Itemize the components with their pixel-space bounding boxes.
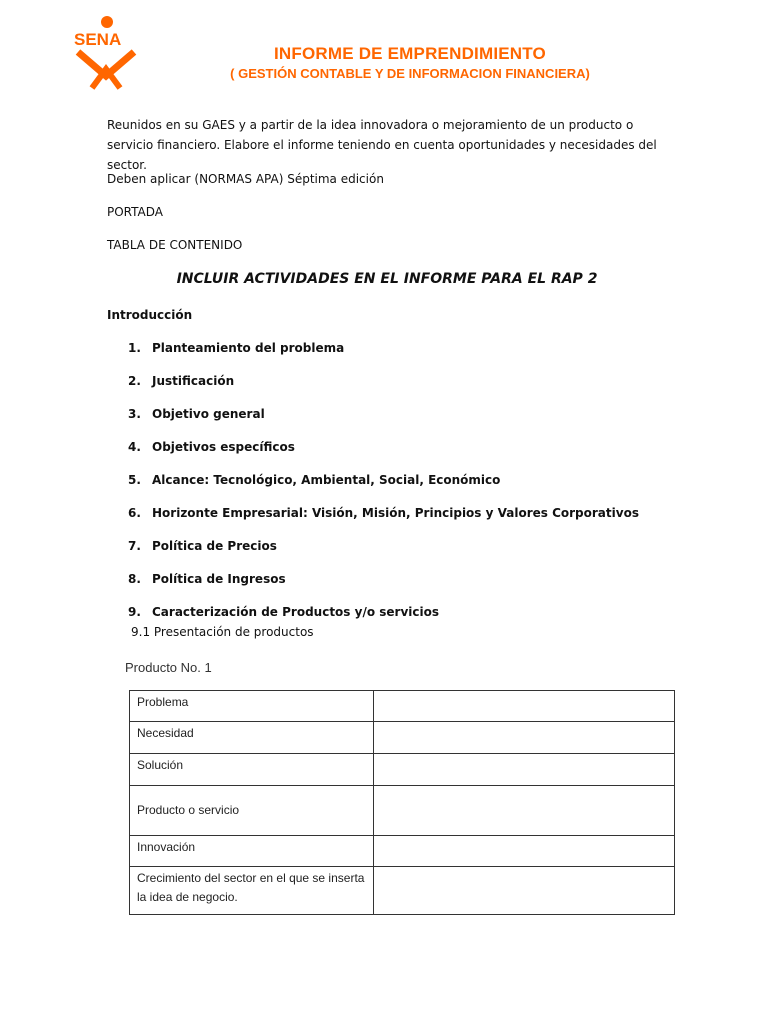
list-item-number: 4.	[128, 440, 141, 454]
table-row	[130, 754, 675, 786]
table-value-cell[interactable]	[374, 867, 675, 915]
list-item-number: 2.	[128, 374, 141, 388]
table-label-cell: Problema	[130, 691, 374, 722]
list-item-text: Justificación	[152, 374, 235, 388]
tabla-contenido-label: TABLA DE CONTENIDO	[107, 238, 243, 252]
list-item-text: Caracterización de Productos y/o servicios	[152, 605, 439, 619]
portada-label: PORTADA	[107, 205, 163, 219]
list-item-text: Objetivo general	[152, 407, 265, 421]
table-row	[130, 722, 675, 754]
table-row	[130, 836, 675, 867]
rap-heading: INCLUIR ACTIVIDADES EN EL INFORME PARA EL RAP 2	[176, 271, 598, 287]
document-subtitle: ( GESTIÓN CONTABLE Y DE INFORMACION FINANCIERA)	[230, 66, 590, 81]
list-item-number: 8.	[128, 572, 141, 586]
list-item-text: Horizonte Empresarial: Visión, Misión, Principios y Valores Corporativos	[152, 506, 639, 520]
list-item-text: Política de Precios	[152, 539, 277, 553]
table-value-cell[interactable]	[374, 786, 675, 836]
intro-paragraph: Reunidos en su GAES y a partir de la idea innovadora o mejoramiento de un producto o servicio financiero. Elabore el informe teniendo en cuenta oportunidades y necesidades del sector.	[107, 118, 657, 172]
sena-logo	[70, 14, 146, 90]
table-row	[130, 691, 675, 722]
table-label-cell: Crecimiento del sector en el que se inserta la idea de negocio.	[130, 867, 374, 915]
list-item-number: 9.	[128, 605, 141, 619]
table-value-cell[interactable]	[374, 836, 675, 867]
introduccion-heading: Introducción	[107, 308, 193, 322]
document-title: INFORME DE EMPRENDIMIENTO	[274, 44, 546, 63]
table-label-cell: Producto o servicio	[130, 786, 374, 836]
table-value-cell[interactable]	[374, 754, 675, 786]
list-item-number: 1.	[128, 341, 141, 355]
list-item-number: 6.	[128, 506, 141, 520]
sena-logo-icon	[70, 14, 146, 90]
list-item-text: Alcance: Tecnológico, Ambiental, Social, Económico	[152, 473, 501, 487]
apa-note: Deben aplicar (NORMAS APA) Séptima edición	[107, 172, 384, 186]
logo-text: SENA	[74, 30, 122, 49]
table-value-cell[interactable]	[374, 722, 675, 754]
list-item-number: 5.	[128, 473, 141, 487]
subitem-presentacion: 9.1 Presentación de productos	[131, 625, 314, 639]
list-item-text: Planteamiento del problema	[152, 341, 345, 355]
table-value-cell[interactable]	[374, 691, 675, 722]
table-row	[130, 786, 675, 836]
table-label-cell: Necesidad	[130, 722, 374, 754]
list-item-text: Objetivos específicos	[152, 440, 295, 454]
table-label-cell: Innovación	[130, 836, 374, 867]
list-item-number: 3.	[128, 407, 141, 421]
list-item-text: Política de Ingresos	[152, 572, 286, 586]
table-row	[130, 867, 675, 915]
producto-label: Producto No. 1	[125, 660, 212, 675]
product-table	[129, 690, 675, 915]
list-item-number: 7.	[128, 539, 141, 553]
table-label-cell: Solución	[130, 754, 374, 786]
